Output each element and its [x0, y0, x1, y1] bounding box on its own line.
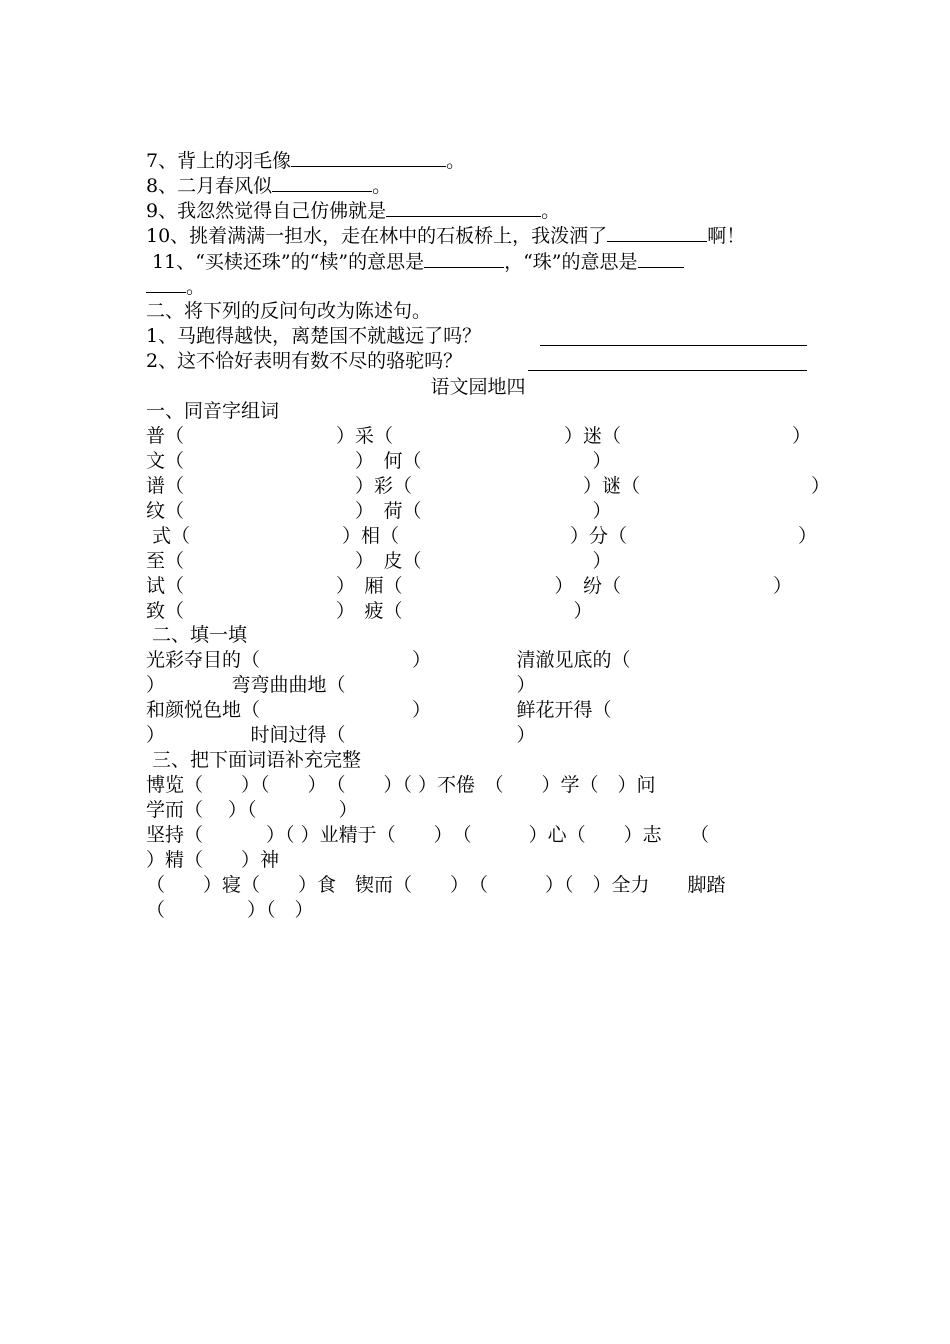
homophone-row[interactable]: 纹（ ） 荷（ ）	[146, 500, 612, 522]
part-heading: 三、把下面词语补充完整	[146, 749, 362, 771]
question-text: 2、这不恰好表明有数不尽的骆驼吗？	[146, 350, 463, 372]
answer-line[interactable]	[540, 327, 807, 346]
part-heading: 一、同音字组词	[146, 400, 280, 422]
answer-blank[interactable]	[386, 198, 541, 217]
fill-item-text: 9、我忽然觉得自己仿佛就是	[146, 200, 387, 222]
fill-item-8	[146, 173, 810, 198]
fill-item-10	[146, 223, 810, 248]
fill-item-text: ，“珠”的意思是	[504, 251, 638, 273]
answer-blank[interactable]	[146, 274, 186, 293]
fill-item-11-continued	[146, 274, 810, 299]
answer-blank[interactable]	[424, 249, 504, 268]
fill-item-end: 啊！	[707, 225, 746, 247]
answer-blank[interactable]	[607, 223, 707, 242]
section-heading: 二、将下列的反问句改为陈述句。	[146, 300, 432, 322]
homophone-row[interactable]: 式（ ）相（ ）分（ ）	[146, 525, 818, 547]
fill-item-end: 。	[186, 276, 206, 298]
answer-line[interactable]	[528, 352, 807, 371]
answer-blank[interactable]	[291, 148, 446, 167]
fill-phrase-line[interactable]: ） 弯弯曲曲地（ ）	[146, 674, 536, 696]
fill-item-text: 10、挑着满满一担水，走在林中的石板桥上，我泼洒了	[146, 225, 608, 247]
homophone-row[interactable]: 普（ ）采（ ）迷（ ）	[146, 425, 812, 447]
fill-item-text: 8、二月春风似	[146, 175, 273, 197]
fill-item-text: 7、背上的羽毛像	[146, 150, 292, 172]
idiom-line[interactable]: 学而（ ）（ ）	[146, 799, 358, 821]
fill-item-end: 。	[372, 175, 392, 197]
homophone-row[interactable]: 试（ ） 厢（ ） 纷（ ）	[146, 575, 793, 597]
idiom-line[interactable]: （ ）（ ）	[146, 899, 314, 921]
idiom-line[interactable]: 博览（ ）（ ） （ ）（ ）不倦 （ ）学（ ）问	[146, 774, 656, 796]
homophone-row[interactable]: 文（ ） 何（ ）	[146, 450, 612, 472]
fill-item-7	[146, 148, 810, 173]
homophone-row[interactable]: 至（ ） 皮（ ）	[146, 550, 612, 572]
fill-phrase-line[interactable]: ） 时间过得（ ）	[146, 724, 536, 746]
fill-item-11	[146, 249, 810, 274]
question-text: 1、马跑得越快，离楚国不就越远了吗？	[146, 325, 482, 347]
fill-phrase-line[interactable]: 和颜悦色地（ ） 鲜花开得（	[146, 699, 612, 721]
homophone-row[interactable]: 谱（ ）彩（ ）谜（ ）	[146, 475, 831, 497]
answer-blank[interactable]	[638, 249, 684, 268]
section-title: 语文园地四	[430, 376, 526, 398]
idiom-line[interactable]: ）精（ ）神	[146, 849, 280, 871]
part-heading: 二、填一填	[146, 624, 248, 646]
fill-item-end: 。	[446, 150, 466, 172]
idiom-line[interactable]: 坚持（ ）（ ）业精于（ ） （ ）心（ ）志 （	[146, 824, 710, 846]
fill-phrase-line[interactable]: 光彩夺目的（ ） 清澈见底的（	[146, 649, 631, 671]
answer-blank[interactable]	[272, 173, 372, 192]
fill-item-text: 11、“买椟还珠”的“椟”的意思是	[146, 251, 425, 273]
fill-item-9	[146, 198, 810, 223]
idiom-line[interactable]: （ ）寝（ ）食 锲而（ ） （ ）（ ）全力 脚踏	[146, 874, 726, 896]
homophone-row[interactable]: 致（ ） 疲（ ）	[146, 600, 593, 622]
fill-item-end: 。	[541, 200, 561, 222]
